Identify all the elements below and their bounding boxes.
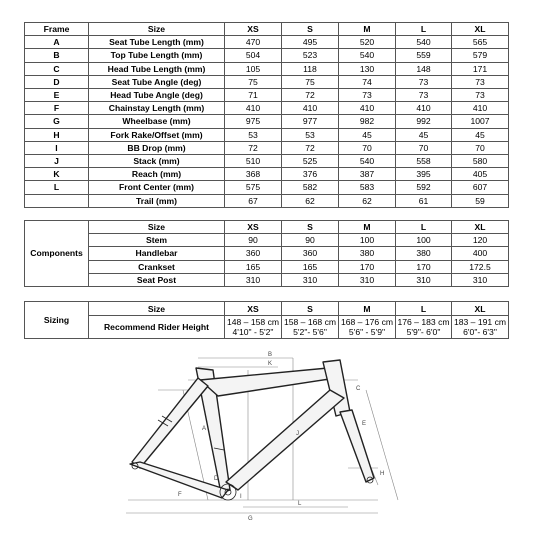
row-value: 376	[282, 168, 339, 181]
geometry-row	[25, 62, 509, 75]
dim-label-l: L	[298, 501, 302, 507]
rider-height-xl: 183 – 191 cm 6'0"- 6'3"	[452, 316, 509, 339]
row-value: 410	[339, 102, 396, 115]
dim-label-h: H	[380, 471, 385, 477]
row-letter: B	[25, 49, 89, 62]
row-label: Stack (mm)	[89, 155, 225, 168]
row-value: 1007	[452, 115, 509, 128]
dim-label-k: K	[268, 361, 273, 367]
row-value: 75	[282, 75, 339, 88]
row-value: 540	[339, 49, 396, 62]
header-frame: Frame	[25, 23, 89, 36]
component-value: 310	[282, 273, 339, 286]
row-value: 410	[282, 102, 339, 115]
row-label: Head Tube Length (mm)	[89, 62, 225, 75]
row-value: 559	[396, 49, 452, 62]
row-value: 53	[282, 128, 339, 141]
row-value: 70	[339, 141, 396, 154]
sizing-section-label: Sizing	[25, 302, 89, 339]
row-value: 975	[225, 115, 282, 128]
row-value: 992	[396, 115, 452, 128]
component-value: 310	[452, 273, 509, 286]
row-value: 410	[396, 102, 452, 115]
component-value: 170	[339, 260, 396, 273]
components-header-cell: XS	[225, 221, 282, 234]
row-value: 75	[225, 75, 282, 88]
row-label: Seat Tube Length (mm)	[89, 36, 225, 49]
geometry-row	[25, 102, 509, 115]
spacer-row	[25, 207, 509, 220]
rider-height-m: 168 – 176 cm 5'6" - 5'9"	[339, 316, 396, 339]
sizing-table	[24, 301, 509, 339]
row-value: 410	[452, 102, 509, 115]
row-label: Head Tube Angle (deg)	[89, 89, 225, 102]
row-letter: L	[25, 181, 89, 194]
rider-height-s: 158 – 168 cm 5'2"- 5'6"	[282, 316, 339, 339]
geometry-row	[25, 89, 509, 102]
component-value: 310	[339, 273, 396, 286]
row-value: 504	[225, 49, 282, 62]
row-value: 410	[225, 102, 282, 115]
row-value: 495	[282, 36, 339, 49]
row-value: 67	[225, 194, 282, 207]
row-value: 583	[339, 181, 396, 194]
row-value: 105	[225, 62, 282, 75]
sizing-header-m: M	[339, 302, 396, 316]
row-value: 520	[339, 36, 396, 49]
row-value: 74	[339, 75, 396, 88]
row-letter: F	[25, 102, 89, 115]
row-value: 540	[396, 36, 452, 49]
components-header-row	[25, 221, 509, 234]
row-value: 62	[282, 194, 339, 207]
geometry-header-row	[25, 23, 509, 36]
row-value: 70	[396, 141, 452, 154]
component-value: 165	[225, 260, 282, 273]
row-label: Reach (mm)	[89, 168, 225, 181]
component-value: 100	[339, 234, 396, 247]
components-row	[25, 234, 509, 247]
components-header-cell: M	[339, 221, 396, 234]
geometry-row	[25, 75, 509, 88]
dim-label-e: E	[362, 421, 367, 427]
component-value: 90	[225, 234, 282, 247]
dim-label-f: F	[178, 492, 182, 498]
row-letter: H	[25, 128, 89, 141]
row-value: 607	[452, 181, 509, 194]
row-value: 62	[339, 194, 396, 207]
component-value: 90	[282, 234, 339, 247]
row-value: 148	[396, 62, 452, 75]
row-label: Fork Rake/Offset (mm)	[89, 128, 225, 141]
row-value: 171	[452, 62, 509, 75]
row-value: 45	[452, 128, 509, 141]
rider-height-l: 176 – 183 cm 5'9"- 6'0"	[397, 317, 450, 337]
row-value: 73	[452, 75, 509, 88]
components-row	[25, 273, 509, 286]
row-value: 72	[282, 141, 339, 154]
geometry-row	[25, 155, 509, 168]
row-value: 580	[452, 155, 509, 168]
row-value: 73	[396, 75, 452, 88]
header-xs: XS	[225, 23, 282, 36]
row-value: 73	[452, 89, 509, 102]
dim-label-d: D	[214, 476, 219, 482]
components-header-cell: L	[396, 221, 452, 234]
row-value: 525	[282, 155, 339, 168]
rider-height-label: Recommend Rider Height	[89, 316, 225, 339]
geometry-table	[24, 22, 509, 287]
frame-drawing	[118, 350, 418, 530]
sizing-header-s: S	[282, 302, 339, 316]
row-label: Chainstay Length (mm)	[89, 102, 225, 115]
component-value: 172.5	[452, 260, 509, 273]
row-letter: I	[25, 141, 89, 154]
row-value: 405	[452, 168, 509, 181]
row-letter: E	[25, 89, 89, 102]
geometry-row	[25, 194, 509, 207]
dim-label-i: I	[240, 494, 242, 500]
header-m: M	[339, 23, 396, 36]
component-value: 165	[282, 260, 339, 273]
row-value: 575	[225, 181, 282, 194]
component-value: 170	[396, 260, 452, 273]
component-value: 380	[396, 247, 452, 260]
row-value: 982	[339, 115, 396, 128]
row-label: Wheelbase (mm)	[89, 115, 225, 128]
row-value: 72	[282, 89, 339, 102]
row-label: Trail (mm)	[89, 194, 225, 207]
row-label: Front Center (mm)	[89, 181, 225, 194]
row-value: 72	[225, 141, 282, 154]
row-label: BB Drop (mm)	[89, 141, 225, 154]
component-value: 310	[396, 273, 452, 286]
components-header-cell: S	[282, 221, 339, 234]
row-letter: D	[25, 75, 89, 88]
component-label: Seat Post	[89, 273, 225, 286]
row-value: 540	[339, 155, 396, 168]
row-value: 71	[225, 89, 282, 102]
row-label: Seat Tube Angle (deg)	[89, 75, 225, 88]
dim-label-a: A	[202, 426, 207, 432]
row-letter	[25, 194, 89, 207]
row-value: 45	[396, 128, 452, 141]
row-value: 510	[225, 155, 282, 168]
row-value: 558	[396, 155, 452, 168]
sizing-header-xl: XL	[452, 302, 509, 316]
component-label: Crankset	[89, 260, 225, 273]
geometry-row	[25, 168, 509, 181]
component-value: 360	[282, 247, 339, 260]
row-value: 61	[396, 194, 452, 207]
row-letter: C	[25, 62, 89, 75]
components-body	[25, 221, 509, 287]
components-row	[25, 247, 509, 260]
row-value: 59	[452, 194, 509, 207]
header-size: Size	[89, 23, 225, 36]
row-letter: K	[25, 168, 89, 181]
header-l: L	[396, 23, 452, 36]
geometry-row	[25, 141, 509, 154]
component-value: 360	[225, 247, 282, 260]
dim-label-c: C	[356, 386, 361, 392]
component-label: Handlebar	[89, 247, 225, 260]
components-header-cell: XL	[452, 221, 509, 234]
row-value: 592	[396, 181, 452, 194]
rider-height-row	[25, 316, 509, 339]
row-value: 523	[282, 49, 339, 62]
row-value: 45	[339, 128, 396, 141]
row-value: 579	[452, 49, 509, 62]
components-header-cell: Size	[89, 221, 225, 234]
geometry-row	[25, 128, 509, 141]
component-value: 120	[452, 234, 509, 247]
row-letter: J	[25, 155, 89, 168]
geometry-row	[25, 36, 509, 49]
row-letter: G	[25, 115, 89, 128]
geometry-body	[25, 36, 509, 208]
sizing-header-row	[25, 302, 509, 316]
row-value: 368	[225, 168, 282, 181]
sizing-header-xs: XS	[225, 302, 282, 316]
geometry-row	[25, 181, 509, 194]
row-value: 130	[339, 62, 396, 75]
row-value: 470	[225, 36, 282, 49]
frame-geometry-diagram	[118, 350, 418, 535]
header-s: S	[282, 23, 339, 36]
geometry-row	[25, 115, 509, 128]
row-value: 73	[396, 89, 452, 102]
row-value: 395	[396, 168, 452, 181]
component-value: 100	[396, 234, 452, 247]
sizing-header-size: Size	[89, 302, 225, 316]
row-value: 582	[282, 181, 339, 194]
dim-label-g: G	[248, 516, 253, 522]
row-value: 565	[452, 36, 509, 49]
components-row	[25, 260, 509, 273]
geometry-row	[25, 49, 509, 62]
row-label: Top Tube Length (mm)	[89, 49, 225, 62]
row-value: 73	[339, 89, 396, 102]
sizing-header-l: L	[396, 302, 452, 316]
component-value: 380	[339, 247, 396, 260]
row-value: 977	[282, 115, 339, 128]
row-letter: A	[25, 36, 89, 49]
component-value: 400	[452, 247, 509, 260]
row-value: 118	[282, 62, 339, 75]
row-value: 387	[339, 168, 396, 181]
rider-height-xs: 148 – 158 cm 4'10" - 5'2"	[225, 316, 282, 339]
component-value: 310	[225, 273, 282, 286]
components-section-label: Components	[25, 221, 89, 287]
row-value: 53	[225, 128, 282, 141]
header-xl: XL	[452, 23, 509, 36]
component-label: Stem	[89, 234, 225, 247]
row-value: 70	[452, 141, 509, 154]
dim-label-j: J	[296, 431, 299, 437]
dim-label-b: B	[268, 352, 273, 358]
